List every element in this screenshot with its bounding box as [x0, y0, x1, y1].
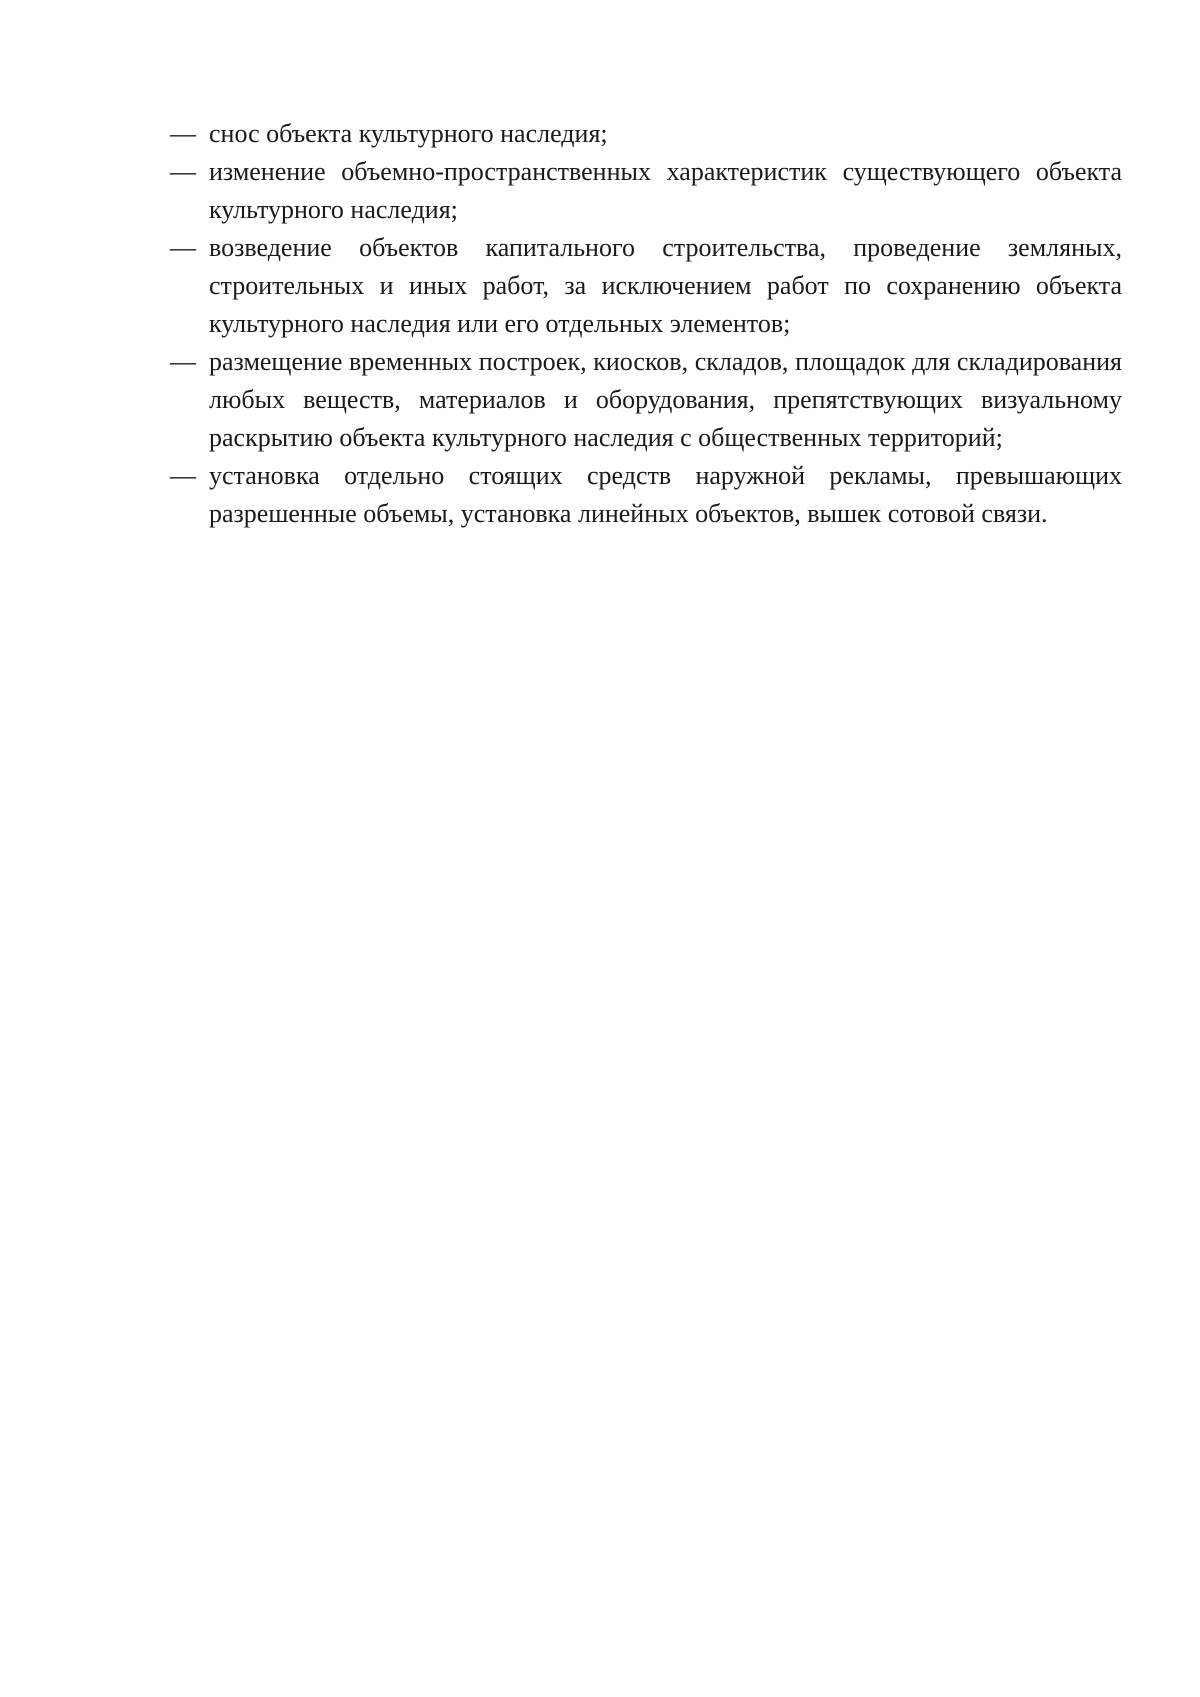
- list-item-text: изменение объемно-пространственных характеристик существующего объекта культурного наследия;: [209, 157, 1122, 224]
- list-item: [170, 343, 1122, 457]
- list-item-text: возведение объектов капитального строительства, проведение земляных, строительных и иных работ, за исключением работ по сохранению объекта культурного наследия или его отдельных элементов;: [209, 233, 1122, 338]
- list-item: [170, 229, 1122, 343]
- list-item: [170, 115, 1122, 153]
- list-item-text: снос объекта культурного наследия;: [209, 119, 608, 148]
- list-item: [170, 153, 1122, 229]
- restrictions-list: [170, 115, 1122, 533]
- em-dash-bullet: —: [170, 233, 196, 262]
- list-item-text: размещение временных построек, киосков, складов, площадок для складирования любых веществ, материалов и оборудования, препятствующих визуальному раскрытию объекта культурного наследия с общественных территорий;: [209, 347, 1122, 452]
- em-dash-bullet: —: [170, 461, 196, 490]
- em-dash-bullet: —: [170, 157, 196, 186]
- list-item-text: установка отдельно стоящих средств наружной рекламы, превышающих разрешенные объемы, установка линейных объектов, вышек сотовой связи.: [209, 461, 1122, 528]
- em-dash-bullet: —: [170, 347, 196, 376]
- list-item: [170, 457, 1122, 533]
- em-dash-bullet: —: [170, 119, 196, 148]
